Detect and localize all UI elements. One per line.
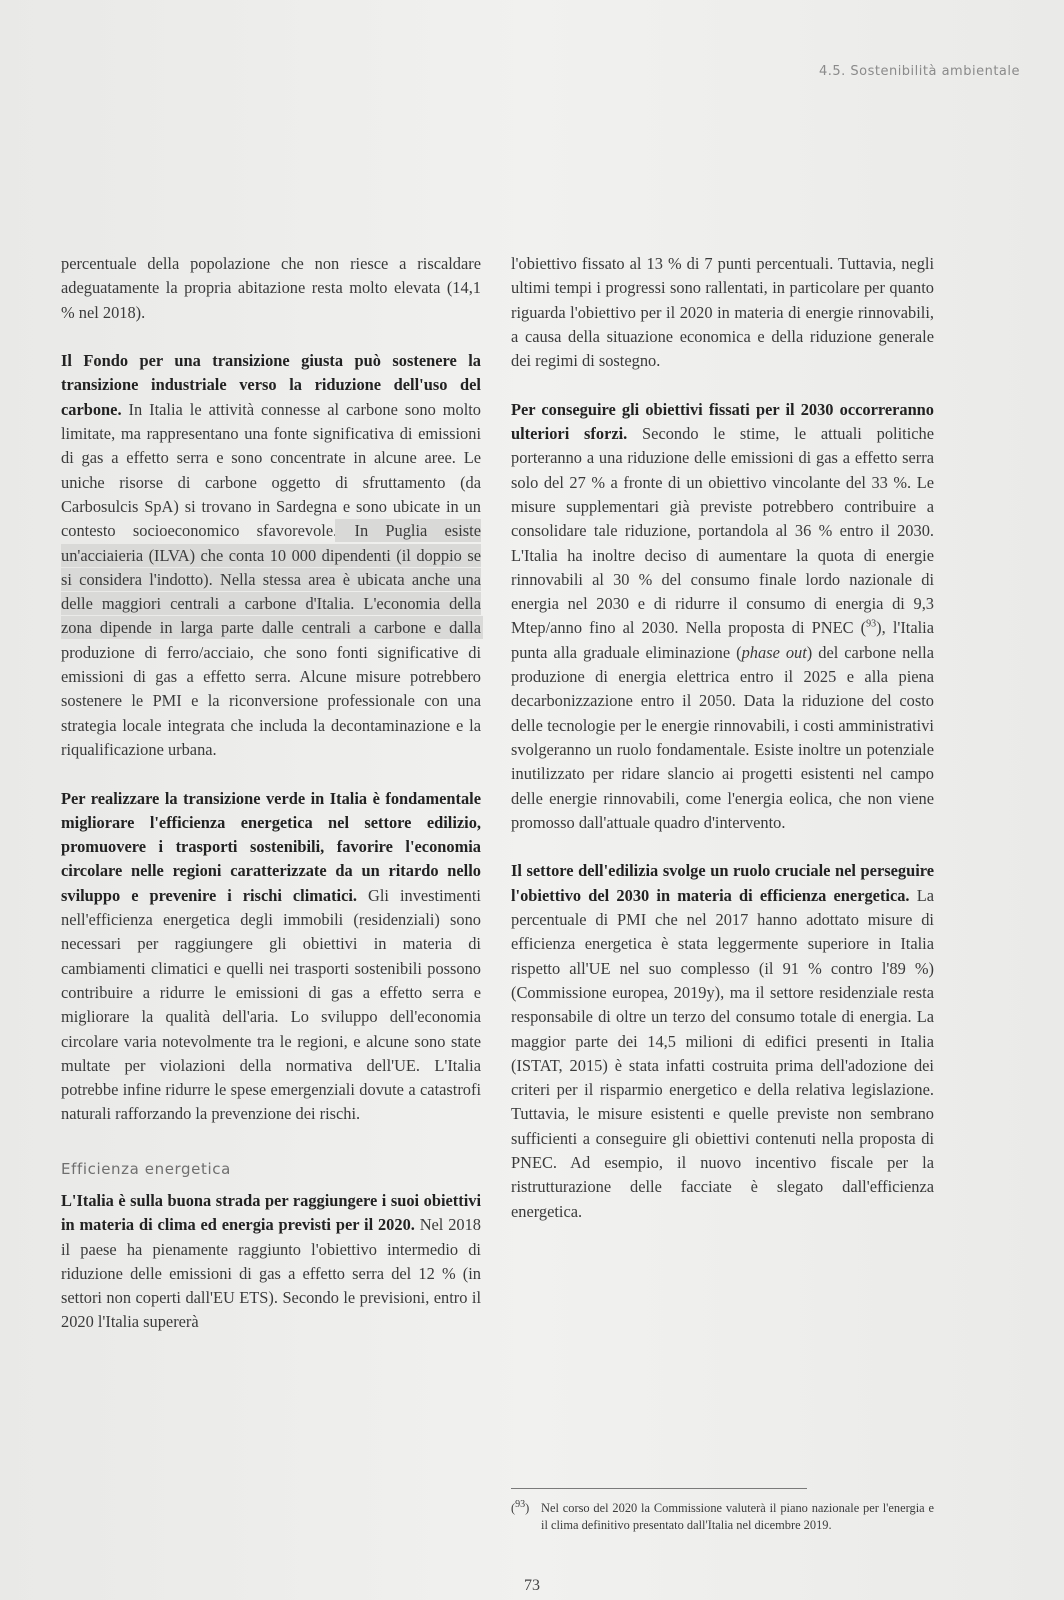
footnote bbox=[511, 1500, 934, 1533]
paragraph bbox=[511, 398, 934, 835]
footnote-divider bbox=[511, 1488, 807, 1489]
paragraph-text: In Italia le attività connesse al carbone sono molto limitate, ma rappresentano una fonte significativa di emissioni di gas a effetto serra e sono concentrate in alcune aree. Le uniche risorse di carbone oggetto di sfruttamento (da Carbosulcis SpA) si trovano in Sardegna e sono ubicate in un contesto socioeconomico sfavorevole. bbox=[61, 399, 481, 541]
paragraph-text: Nel 2018 il paese ha pienamente raggiunto l'obiettivo intermedio di riduzione delle emissioni di gas a effetto serra del 12 % (in settori non coperti dall'EU ETS). Secondo le previsioni, entro il 2020 l'Italia supererà bbox=[61, 1215, 481, 1332]
paragraph-text: Secondo le stime, le attuali politiche porteranno a una riduzione delle emissioni di gas a effetto serra solo del 27 % a fronte di un obiettivo vincolante del 33 %. Le misure supplementari già previste potrebbero contribuire a consolidare tale riduzione, portandola al 36 % entro il 2030. L'Italia ha inoltre deciso di aumentare la quota di energie rinnovabili al 30 % del consumo finale lordo nazionale di energia nel 2030 e di ridurre il consumo di energia di 9,3 Mtep/anno fino al 2030. Nella proposta di PNEC ( bbox=[511, 424, 934, 638]
paragraph-lead-bold: Il settore dell'edilizia svolge un ruolo cruciale nel perseguire l'obiettivo del 2030 in materia di efficienza energetica. bbox=[511, 861, 934, 905]
footnote-marker: ($^{93}$) bbox=[511, 1498, 530, 1515]
paragraph bbox=[511, 252, 934, 373]
paragraph-text: La percentuale di PMI che nel 2017 hanno adottato misure di efficienza energetica è stata leggermente superiore in Italia rispetto all'UE nel suo complesso (il 91 % contro l'89 %) (Commissione europea, 2019y), ma il settore residenziale resta responsabile di oltre un terzo del consumo totale di energia. La maggior parte dei 14,5 milioni di edifici presenti in Italia (ISTAT, 2015) è stata infatti costruita prima dell'adozione dei criteri per il risparmio energetico e della relativa legislazione. Tuttavia, le misure esistenti e quelle previste non sembrano sufficienti a conseguire gli obiettivi contenuti nella proposta di PNEC. Ad esempio, il nuovo incentivo fiscale per la ristrutturazione delle facciate è slegato dall'efficienza energetica. bbox=[511, 885, 935, 1221]
paragraph-text: l'obiettivo fissato al 13 % di 7 punti percentuali. Tuttavia, negli ultimi tempi i progressi sono rallentati, in particolare per quanto riguarda l'obiettivo per il 2020 in materia di energie rinnovabili, a causa della situazione economica e della riduzione generale dei regimi di sostegno. bbox=[511, 254, 934, 371]
footnote-text: Nel corso del 2020 la Commissione valuterà il piano nazionale per l'energia e il clima definitivo presentato dall'Italia nel dicembre 2019. bbox=[541, 1501, 934, 1532]
paragraph-lead-period: . bbox=[117, 399, 122, 419]
paragraph-lead-bold: Il Fondo per una transizione giusta può sostenere la transizione industriale verso la riduzione dell'uso del carbone bbox=[61, 351, 481, 419]
paragraph bbox=[61, 787, 481, 1127]
paragraph-text: produzione di ferro/acciaio, che sono fonti significative di emissioni di gas a effetto serra. Alcune misure potrebbero sostenere le PMI e la riconversione professionale con una strategia locale integrata che includa la decontaminazione e la riqualificazione urbana. bbox=[61, 642, 481, 759]
paragraph-lead-bold: Per realizzare la transizione verde in Italia è fondamentale migliorare l'efficienza energetica nel settore edilizio, promuovere i trasporti sostenibili, favorire l'economia circolare nelle regioni caratterizzate da un ritardo nello sviluppo e prevenire i rischi climatici. bbox=[61, 788, 481, 905]
paragraph-lead-bold: Per conseguire gli obiettivi fissati per il 2030 occorreranno ulteriori sforzi. bbox=[511, 399, 934, 444]
paragraph-text: Gli investimenti nell'efficienza energetica degli immobili (residenziali) sono necessari per raggiungere gli obiettivi in materia di cambiamenti climatici e quelli nei trasporti sostenibili possono contribuire a ridurre le emissioni di gas a effetto serra e migliorare la qualità dell'aria. Lo sviluppo dell'economia circolare varia notevolmente tra le regioni, e alcune sono state multate per violazioni della normativa dell'UE. L'Italia potrebbe infine ridurre le spese emergenziali dovute a catastrofi naturali rafforzando la prevenzione dei rischi. bbox=[61, 885, 481, 1124]
footnote-reference[interactable]: 93 bbox=[866, 618, 877, 630]
running-head: 4.5. Sostenibilità ambientale bbox=[818, 64, 1020, 79]
paragraph-text: ), l'Italia punta alla graduale eliminazione ( bbox=[511, 618, 934, 662]
paragraph bbox=[61, 1189, 481, 1335]
italic-term: phase out bbox=[741, 642, 807, 662]
paragraph-text: percentuale della popolazione che non riesce a riscaldare adeguatamente la propria abitazione resta molto elevata (14,1 % nel 2018). bbox=[61, 254, 481, 322]
paragraph bbox=[61, 349, 481, 762]
page-number: 73 bbox=[524, 1577, 540, 1594]
right-column bbox=[511, 252, 934, 1224]
section-heading: Efficienza energetica bbox=[61, 1159, 231, 1178]
left-column bbox=[61, 252, 481, 1335]
paragraph-lead-bold: L'Italia è sulla buona strada per raggiungere i suoi obiettivi in materia di clima ed energia previsti per il 2020. bbox=[61, 1190, 481, 1235]
highlighted-text: In Puglia esiste un'acciaieria (ILVA) che conta 10 000 dipendenti (il doppio se si considera l'indotto). Nella stessa area è ubicata anche una delle maggiori centrali a carbone d'Italia. L'economia della zona dipende in larga parte dalle centrali a carbone e dalla bbox=[61, 521, 481, 638]
paragraph-text: ) del carbone nella produzione di energia elettrica entro il 2025 e alla piena decarbonizzazione entro il 2050. Data la riduzione del costo delle tecnologie per le energie rinnovabili, i costi amministrativi svolgeranno un ruolo fondamentale. Esiste inoltre un potenziale inutilizzato per ridare slancio ai progetti esistenti nel campo delle energie rinnovabili, come l'energia eolica, che non viene promosso dall'attuale quadro d'intervento. bbox=[511, 642, 934, 832]
paragraph bbox=[61, 252, 481, 325]
paragraph bbox=[511, 859, 934, 1223]
